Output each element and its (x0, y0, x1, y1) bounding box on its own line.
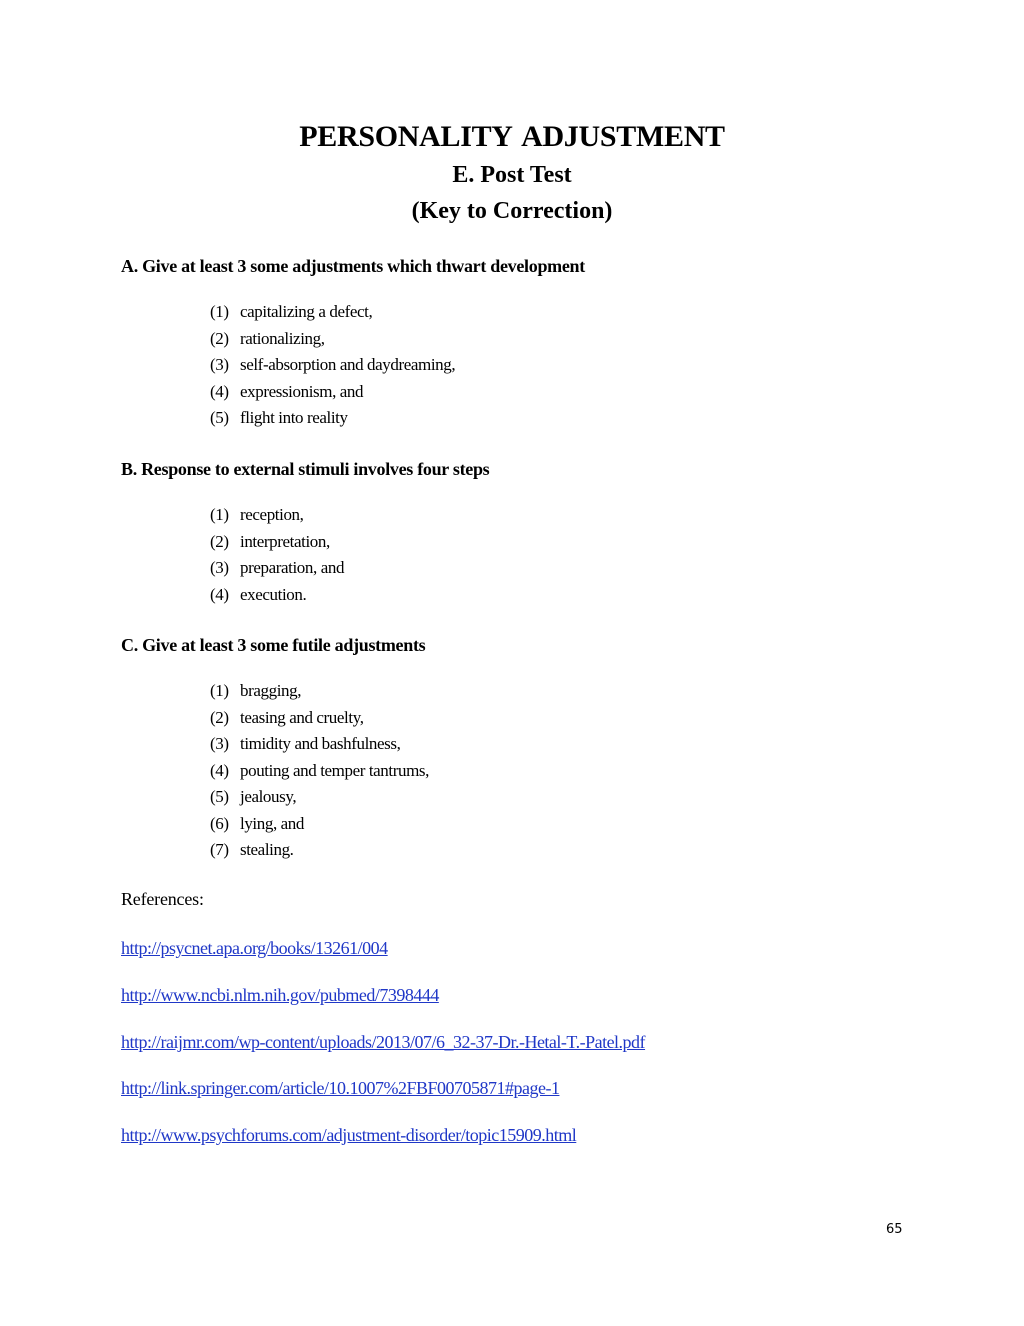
section-c-heading: C. Give at least 3 some futile adjustments (121, 635, 426, 655)
list-item: (3) preparation, and (210, 558, 345, 577)
list-item: (3) timidity and bashfulness, (210, 734, 401, 753)
page-subtitle-key: (Key to Correction) (411, 198, 613, 224)
list-item: (4) pouting and temper tantrums, (210, 760, 429, 780)
list-item: (2) interpretation, (210, 531, 330, 551)
page-number: 65 (886, 1222, 903, 1237)
references-label: References: (121, 889, 204, 909)
reference-link-ncbi[interactable]: http://www.ncbi.nlm.nih.gov/pubmed/7398444 (121, 985, 439, 1005)
page-subtitle: E. Post Test (452, 162, 572, 188)
list-item: (4) execution. (210, 584, 307, 604)
reference-link-springer[interactable]: http://link.springer.com/article/10.1007%2FBF00705871#page-1 (121, 1078, 560, 1098)
list-item: (1) bragging, (210, 681, 302, 700)
list-item: (1) capitalizing a defect, (210, 302, 373, 321)
section-b-list (210, 502, 344, 608)
list-item: (3) self-absorption and daydreaming, (210, 355, 456, 374)
list-item: (1) reception, (210, 505, 304, 524)
list-item: (2) teasing and cruelty, (210, 707, 364, 727)
list-item: (5) flight into reality (210, 408, 348, 427)
list-item: (7) stealing. (210, 840, 294, 859)
section-a-list (210, 299, 455, 432)
list-item: (5) jealousy, (210, 787, 297, 806)
section-c-list (210, 678, 429, 864)
reference-link-raijmr[interactable]: http://raijmr.com/wp-content/uploads/2013/07/6_32-37-Dr.-Hetal-T.-Patel.pdf (121, 1032, 646, 1052)
reference-link-apa[interactable]: http://psycnet.apa.org/books/13261/004 (121, 938, 388, 958)
page-title: PERSONALITY ADJUSTMENT (299, 120, 725, 153)
section-b-heading: B. Response to external stimuli involves four steps (121, 459, 490, 479)
section-a-heading: A. Give at least 3 some adjustments which thwart development (121, 256, 585, 276)
list-item: (6) lying, and (210, 813, 304, 833)
list-item: (4) expressionism, and (210, 381, 364, 401)
reference-link-psychforums[interactable]: http://www.psychforums.com/adjustment-disorder/topic15909.html (121, 1125, 577, 1145)
list-item: (2) rationalizing, (210, 328, 325, 348)
